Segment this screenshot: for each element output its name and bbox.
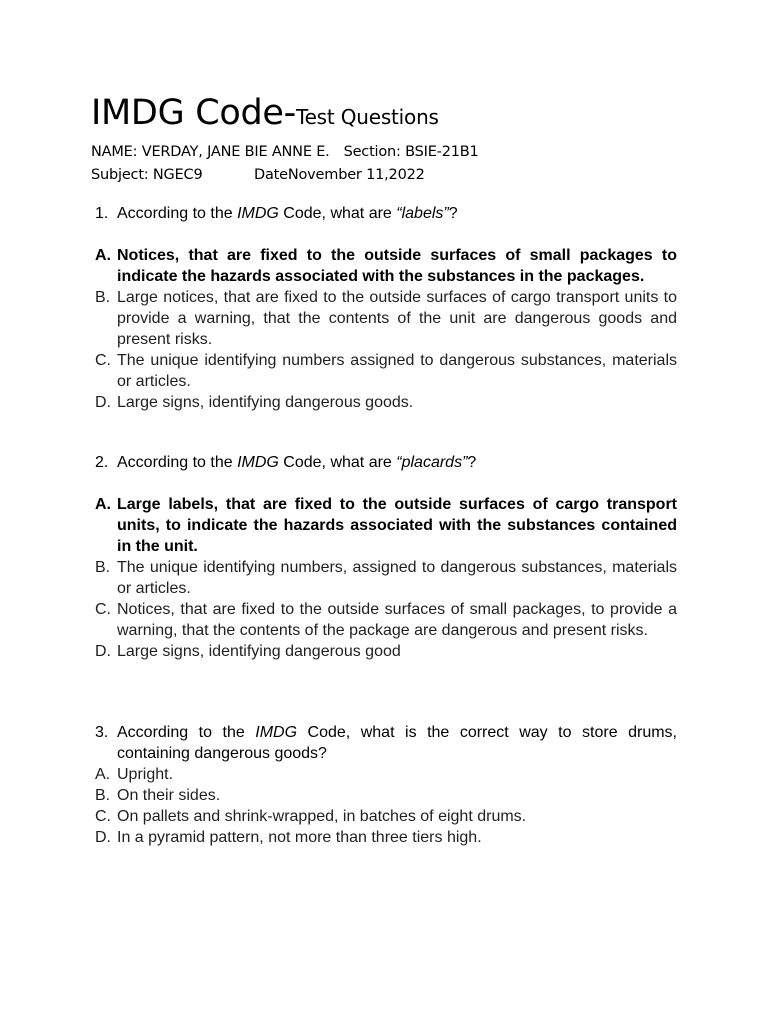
question-2-prompt xyxy=(95,452,677,473)
option-b xyxy=(95,287,677,350)
prompt-middle: Code, what are xyxy=(278,205,397,222)
option-letter: D. xyxy=(95,643,111,660)
prompt-quote: “placards” xyxy=(396,454,468,471)
question-1 xyxy=(95,203,677,413)
option-letter: A. xyxy=(95,496,111,513)
option-text: Upright. xyxy=(117,766,174,783)
option-letter: C. xyxy=(95,601,111,618)
option-c xyxy=(95,806,677,827)
option-a xyxy=(95,245,677,287)
prompt-em: IMDG xyxy=(255,724,298,741)
option-text: In a pyramid pattern, not more than three tiers high. xyxy=(117,829,482,846)
option-letter: B. xyxy=(95,289,111,306)
date-info: DateNovember 11,2022 xyxy=(254,167,425,183)
option-letter: B. xyxy=(95,559,111,576)
option-letter: D. xyxy=(95,829,111,846)
name-section-line xyxy=(91,145,479,160)
option-text: On pallets and shrink-wrapped, in batches of eight drums. xyxy=(117,808,527,825)
option-d xyxy=(95,641,677,662)
prompt-prefix: According to the xyxy=(117,454,238,471)
question-2 xyxy=(95,452,677,662)
option-text: Large labels, that are fixed to the outside surfaces of cargo transport units, to indicate the hazards associated with the substances contained in the unit. xyxy=(117,496,677,555)
question-number: 1. xyxy=(95,205,109,222)
prompt-em: IMDG xyxy=(237,205,279,222)
option-d xyxy=(95,827,677,848)
prompt-suffix: ? xyxy=(467,454,477,471)
option-d xyxy=(95,392,677,413)
title-main: IMDG Code- xyxy=(91,93,296,133)
question-3 xyxy=(95,722,677,848)
option-letter: D. xyxy=(95,394,111,411)
section-info: Section: BSIE-21B1 xyxy=(343,144,479,160)
title-sub: Test Questions xyxy=(295,105,439,129)
prompt-middle: Code, what are xyxy=(278,454,397,471)
option-text: Large signs, identifying dangerous goods. xyxy=(117,394,414,411)
prompt-suffix: ? xyxy=(448,205,458,222)
option-a xyxy=(95,494,677,557)
prompt-quote: “labels” xyxy=(396,205,449,222)
option-text: The unique identifying numbers, assigned to dangerous substances, materials or articles. xyxy=(117,559,677,597)
option-c xyxy=(95,599,677,641)
subject-info: Subject: NGEC9 xyxy=(91,167,203,183)
prompt-prefix: According to the xyxy=(117,724,256,741)
question-number: 2. xyxy=(95,454,109,471)
option-text: The unique identifying numbers assigned to dangerous substances, materials or articles. xyxy=(117,352,677,390)
option-letter: A. xyxy=(95,766,111,783)
option-letter: B. xyxy=(95,787,111,804)
option-text: Large notices, that are fixed to the outside surfaces of cargo transport units to provide a warning, that the contents of the unit are dangerous goods and present risks. xyxy=(117,289,677,348)
option-a xyxy=(95,764,677,785)
option-letter: C. xyxy=(95,352,111,369)
prompt-prefix: According to the xyxy=(117,205,238,222)
question-1-prompt xyxy=(95,203,677,224)
option-b xyxy=(95,785,677,806)
option-text: On their sides. xyxy=(117,787,221,804)
option-letter: C. xyxy=(95,808,111,825)
document-title xyxy=(91,93,439,133)
question-3-prompt xyxy=(95,722,677,764)
prompt-middle: Code, what is the correct way to store drums, containing dangerous goods? xyxy=(117,724,677,762)
option-text: Notices, that are fixed to the outside surfaces of small packages to indicate the hazards associated with the substances in the packages. xyxy=(117,247,677,285)
question-number: 3. xyxy=(95,724,109,741)
student-name: NAME: VERDAY, JANE BIE ANNE E. xyxy=(91,144,330,160)
prompt-em: IMDG xyxy=(237,454,279,471)
option-c xyxy=(95,350,677,392)
option-text: Notices, that are fixed to the outside surfaces of small packages, to provide a warning, that the contents of the package are dangerous and present risks. xyxy=(117,601,677,639)
option-letter: A. xyxy=(95,247,111,264)
option-text: Large signs, identifying dangerous good xyxy=(117,643,401,660)
option-b xyxy=(95,557,677,599)
subject-date-line xyxy=(91,167,425,183)
